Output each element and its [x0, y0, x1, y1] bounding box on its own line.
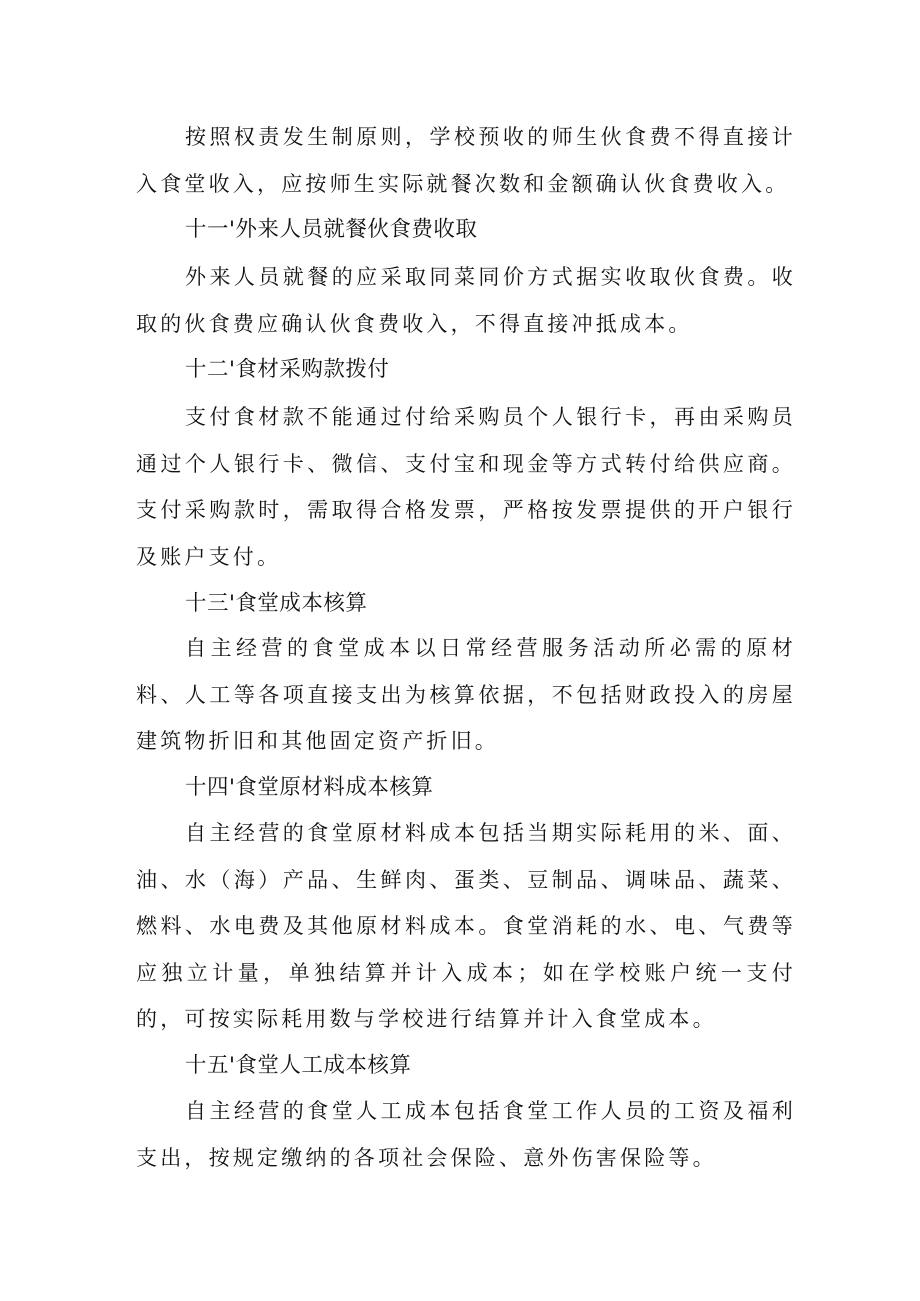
section-paragraph-13: 自主经营的食堂成本以日常经营服务活动所必需的原材料、人工等各项直接支出为核算依据，不包括财政投入的房屋建筑物折旧和其他固定资产折旧。 — [136, 636, 796, 753]
intro-paragraph: 按照权责发生制原则，学校预收的师生伙食费不得直接计入食堂收入，应按师生实际就餐次数和金额确认伙食费收入。 — [136, 125, 796, 196]
section-paragraph-12: 支付食材款不能通过付给采购员个人银行卡，再由采购员通过个人银行卡、微信、支付宝和现金等方式转付给供应商。支付采购款时，需取得合格发票，严格按发票提供的开户银行及账户支付。 — [136, 405, 796, 569]
section-heading-15: 十五'食堂人工成本核算 — [185, 1053, 412, 1078]
section-paragraph-11: 外来人员就餐的应采取同菜同价方式据实收取伙食费。收取的伙食费应确认伙食费收入，不得直接冲抵成本。 — [136, 265, 796, 336]
section-heading-11: 十一'外来人员就餐伙食费收取 — [185, 217, 478, 242]
section-paragraph-14: 自主经营的食堂原材料成本包括当期实际耗用的米、面、油、水（海）产品、生鲜肉、蛋类、豆制品、调味品、蔬菜、燃料、水电费及其他原材料成本。食堂消耗的水、电、气费等应独立计量，单独结算并计入成本；如在学校账户统一支付的，可按实际耗用数与学校进行结算并计入食堂成本。 — [136, 821, 796, 1031]
section-paragraph-15: 自主经营的食堂人工成本包括食堂工作人员的工资及福利支出，按规定缴纳的各项社会保险、意外伤害保险等。 — [136, 1099, 796, 1170]
section-heading-12: 十二'食材采购款拨付 — [185, 357, 390, 382]
section-heading-14: 十四'食堂原材料成本核算 — [185, 775, 434, 800]
section-heading-13: 十三'食堂成本核算 — [185, 591, 368, 616]
